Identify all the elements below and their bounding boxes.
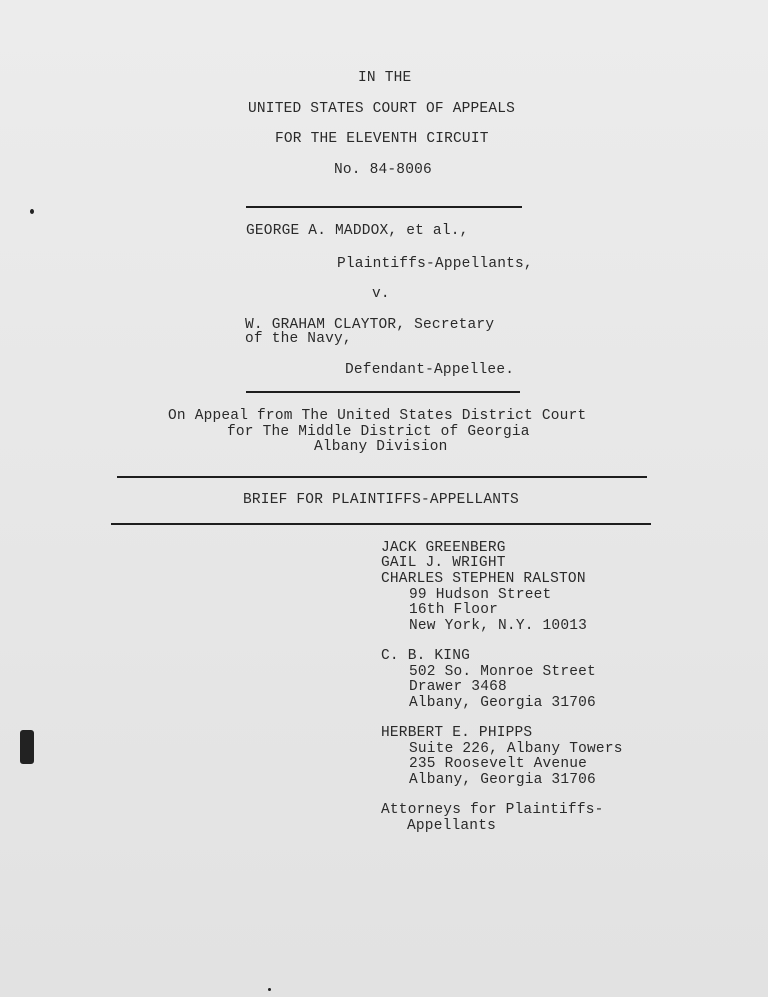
attorney-name: JACK GREENBERG bbox=[381, 540, 506, 556]
defendant-name-line2: of the Navy, bbox=[245, 331, 352, 347]
rule-title-bottom bbox=[111, 523, 651, 525]
case-number: No. 84-8006 bbox=[334, 162, 432, 178]
rule-caption bbox=[246, 391, 520, 393]
attorney-address: 16th Floor bbox=[409, 602, 499, 618]
appeal-line2: for The Middle District of Georgia bbox=[227, 424, 530, 440]
attorney-address: Suite 226, Albany Towers bbox=[409, 741, 623, 757]
attorney-address: 99 Hudson Street bbox=[409, 587, 552, 603]
attorney-name: C. B. KING bbox=[381, 648, 471, 664]
court-line-in-the: IN THE bbox=[358, 70, 412, 86]
attorney-address: Drawer 3468 bbox=[409, 679, 507, 695]
scan-speck bbox=[30, 209, 34, 214]
plaintiff-role: Plaintiffs-Appellants, bbox=[337, 256, 533, 272]
attorney-name: HERBERT E. PHIPPS bbox=[381, 725, 533, 741]
court-line-name: UNITED STATES COURT OF APPEALS bbox=[248, 101, 516, 117]
attorney-address: Albany, Georgia 31706 bbox=[409, 695, 596, 711]
attorney-address: 235 Roosevelt Avenue bbox=[409, 756, 588, 772]
defendant-role: Defendant-Appellee. bbox=[345, 362, 515, 378]
attorney-name: GAIL J. WRIGHT bbox=[381, 555, 506, 571]
court-line-circuit: FOR THE ELEVENTH CIRCUIT bbox=[275, 131, 489, 147]
appeal-line1: On Appeal from The United States District Court bbox=[168, 408, 587, 424]
attorney-address: Albany, Georgia 31706 bbox=[409, 772, 596, 788]
attorneys-role-line2: Appellants bbox=[407, 818, 497, 834]
appeal-line3: Albany Division bbox=[314, 439, 448, 455]
rule-top bbox=[246, 206, 522, 208]
plaintiff-name: GEORGE A. MADDOX, et al., bbox=[246, 223, 469, 239]
versus: v. bbox=[372, 286, 390, 302]
attorneys-role-line1: Attorneys for Plaintiffs- bbox=[381, 802, 604, 818]
brief-title: BRIEF FOR PLAINTIFFS-APPELLANTS bbox=[243, 492, 519, 508]
attorney-name: CHARLES STEPHEN RALSTON bbox=[381, 571, 586, 587]
attorney-address: 502 So. Monroe Street bbox=[409, 664, 596, 680]
scan-mark bbox=[20, 730, 34, 764]
attorney-address: New York, N.Y. 10013 bbox=[409, 618, 588, 634]
rule-title-top bbox=[117, 476, 647, 478]
scan-speck bbox=[268, 988, 271, 991]
defendant-name-line1: W. GRAHAM CLAYTOR, Secretary bbox=[245, 317, 495, 333]
